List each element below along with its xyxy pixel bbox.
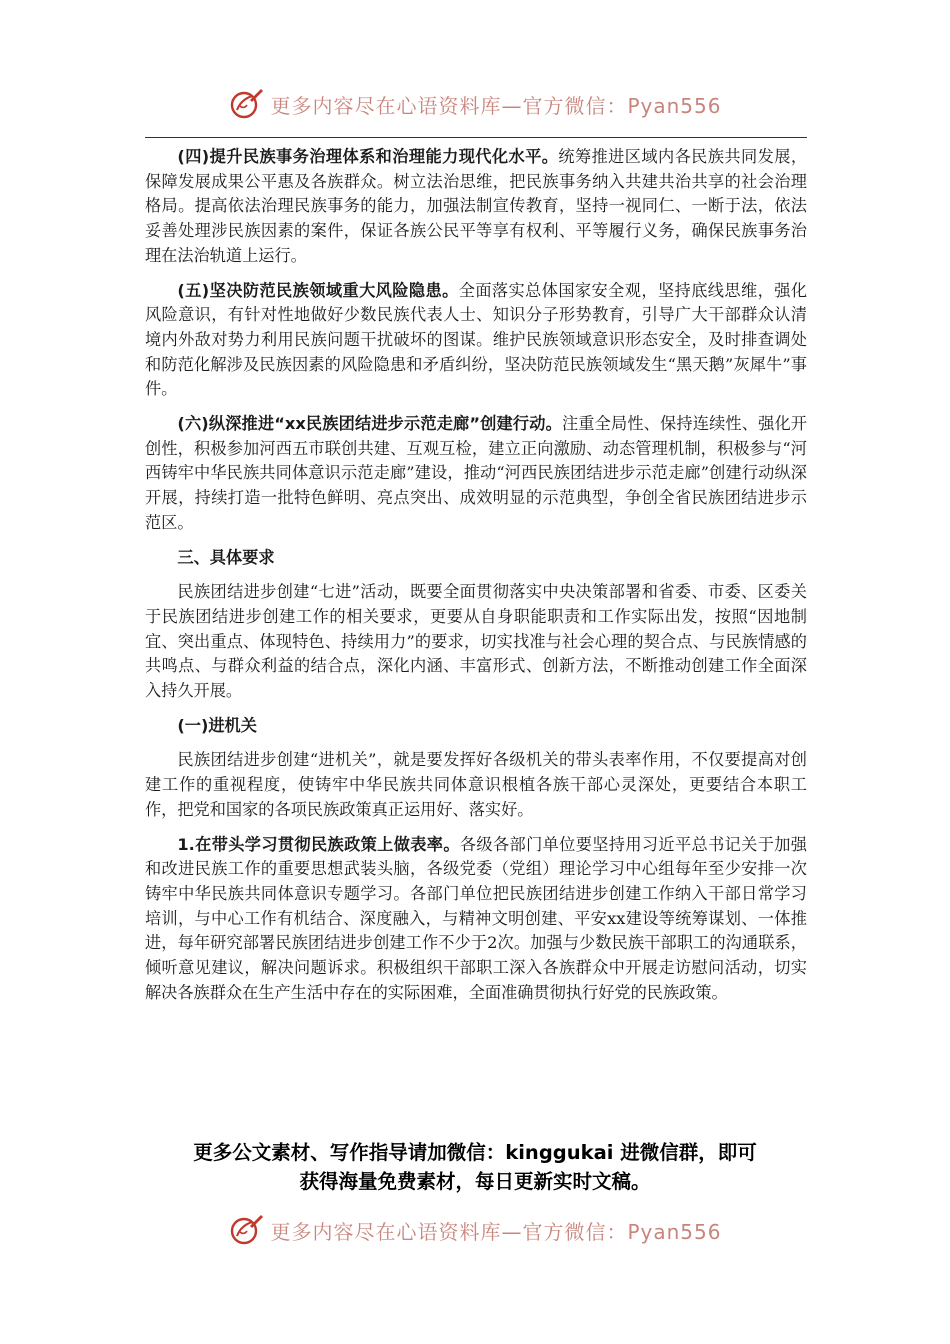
requirements-paragraph: 民族团结进步创建“七进”活动，既要全面贯彻落实中央决策部署和省委、市委、区委关于民族团结进步创建工作的相关要求，更要从自身职能职责和工作实际出发，按照“因地制宜、突出重点、体现特色、持续用力”的要求，切实找准与社会心理的契合点、与民族情感的共鸣点、与群众利益的结合点，深化内涵、丰富形式、创新方法，不断推动创建工作全面深入持久开展。 [145, 582, 807, 701]
bottom-watermark [0, 1210, 950, 1250]
section-five-lead: (五)坚决防范民族领域重大风险隐患。 [177, 280, 459, 300]
top-watermark [0, 84, 950, 124]
section-six-lead: (六)纵深推进“xx民族团结进步示范走廊”创建行动。 [177, 414, 562, 434]
section-five-body: 全面落实总体国家安全观，坚持底线思维，强化风险意识，有针对性地做好少数民族代表人士、知识分子形势教育，引导广大干部群众认清境内外敌对势力利用民族问题干扰破坏的图谋。维护民族领域意识形态安全，及时排查调处和防范化解涉及民族因素的风险隐患和矛盾纠纷，坚决防范民族领域发生“黑天鹅”灰犀牛”事件。 [145, 280, 808, 399]
promo-line-2: 获得海量免费素材，每日更新实时文稿。 [299, 1170, 651, 1193]
item-one-paragraph [145, 833, 807, 1006]
into-organs-paragraph: 民族团结进步创建“进机关”，就是要发挥好各级机关的带头表率作用，不仅要提高对创建工作的重视程度，使铸牢中华民族共同体意识根植各族干部心灵深处，更要结合本职工作，把党和国家的各项民族政策真正运用好、落实好。 [145, 750, 807, 819]
header-divider [145, 137, 807, 138]
heading-into-organs: (一)进机关 [177, 715, 257, 735]
item-one-body: 各级各部门单位要坚持用习近平总书记关于加强和改进民族工作的重要思想武装头脑，各级党委（党组）理论学习中心组每年至少安排一次铸牢中华民族共同体意识专题学习。各部门单位把民族团结进步创建工作纳入干部日常学习培训，与中心工作有机结合、深度融入，与精神文明创建、平安xx建设等统筹谋划、一体推进，每年研究部署民族团结进步创建工作不少于2次。加强与少数民族干部职工的沟通联系，倾听意见建议，解决问题诉求。积极组织干部职工深入各族群众中开展走访慰问活动，切实解决各族群众在生产生活中存在的实际困难，全面准确贯彻执行好党的民族政策。 [145, 834, 807, 1002]
section-four-paragraph [145, 145, 807, 269]
section-four-lead: (四)提升民族事务治理体系和治理能力现代化水平。 [177, 147, 559, 166]
pen-logo-icon [228, 1212, 264, 1248]
section-six-body: 注重全局性、保持连续性、强化开创性，积极参加河西五市联创共建、互观互检，建立正向激励、动态管理机制，积极参与“河西铸牢中华民族共同体意识示范走廊”建设，推动“河西民族团结进步示范走廊”创建行动纵深开展，持续打造一批特色鲜明、亮点突出、成效明显的示范典型，争创全省民族团结进步示范区。 [145, 414, 807, 532]
heading-specific-requirements: 三、具体要求 [177, 547, 275, 567]
pen-logo-icon [228, 86, 264, 122]
item-one-lead: 1.在带头学习贯彻民族政策上做表率。 [177, 834, 460, 854]
promo-line-1: 更多公文素材、写作指导请加微信：kinggukai 进微信群，即可 [193, 1141, 757, 1164]
section-four-body: 统筹推进区域内各民族共同发展，保障发展成果公平惠及各族群众。树立法治思维，把民族事务纳入共建共治共享的社会治理格局。提高依法治理民族事务的能力，加强法制宣传教育，坚持一视同仁、一断于法，依法妥善处理涉民族因素的案件，保证各族公民平等享有权利、平等履行义务，确保民族事务治理在法治轨道上运行。 [145, 147, 808, 265]
watermark-text: 更多内容尽在心语资料库—官方微信：Pyan556 [270, 1219, 722, 1244]
section-five-paragraph [145, 279, 807, 403]
document-body [145, 145, 807, 1016]
promo-notice [110, 1138, 840, 1196]
watermark-text: 更多内容尽在心语资料库—官方微信：Pyan556 [270, 93, 722, 118]
section-six-paragraph [145, 412, 807, 536]
